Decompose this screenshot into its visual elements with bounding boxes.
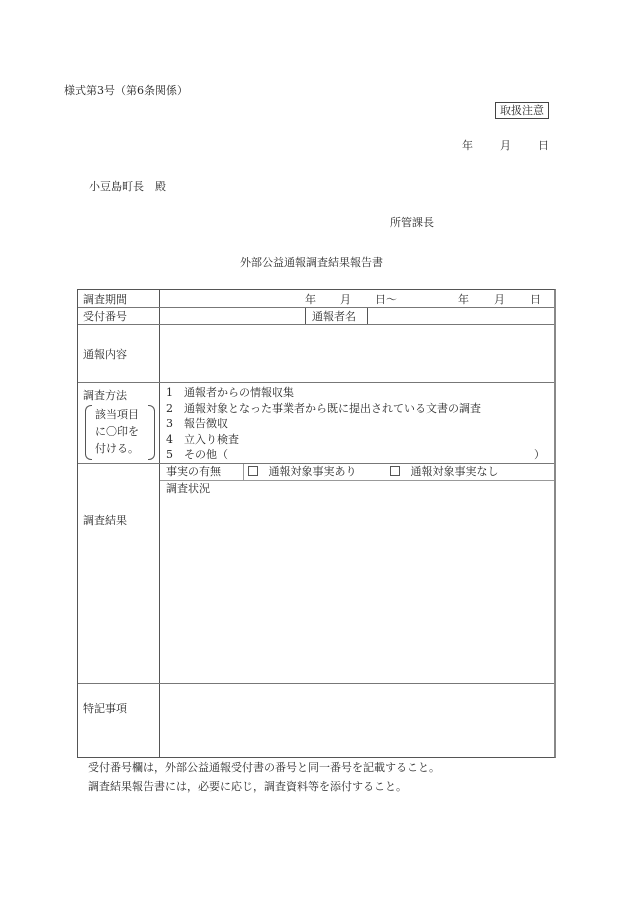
method-item[interactable] — [166, 432, 554, 448]
document-title: 外部公益通報調査結果報告書 — [240, 256, 383, 269]
checkbox-icon[interactable] — [248, 466, 258, 476]
method-item[interactable] — [166, 416, 554, 432]
row-remarks — [78, 684, 554, 757]
remarks-field[interactable] — [160, 684, 554, 757]
method-text: 通報対象となった事業者から既に提出されている文書の調査 — [184, 401, 481, 415]
result-label: 調査結果 — [78, 464, 160, 683]
method-item[interactable] — [166, 401, 554, 417]
period-from-month: 月 — [340, 292, 351, 306]
method-num: 5 — [166, 448, 173, 461]
reception-number-field[interactable] — [160, 308, 305, 324]
period-label: 調査期間 — [78, 290, 160, 307]
status-field[interactable] — [160, 496, 554, 683]
option-no[interactable] — [390, 464, 499, 479]
method-num: 1 — [166, 386, 173, 399]
note-2: 調査結果報告書には，必要に応じ，調査資料等を添付すること。 — [88, 780, 407, 793]
option-no-label: 通報対象事実なし — [410, 465, 499, 478]
period-to-day: 日 — [530, 292, 541, 306]
report-table — [77, 289, 556, 758]
row-period — [78, 290, 554, 308]
method-text: その他（ — [184, 448, 228, 461]
content-field[interactable] — [160, 325, 554, 382]
method-item[interactable] — [166, 447, 554, 463]
checkbox-icon[interactable] — [390, 466, 400, 476]
form-number: 様式第3号（第6条関係） — [64, 84, 188, 97]
option-yes-label: 通報対象事実あり — [268, 465, 357, 478]
method-num: 2 — [166, 401, 173, 415]
result-cell — [160, 464, 554, 683]
period-from-year: 年 — [305, 292, 316, 306]
addressee: 小豆島町長 殿 — [89, 180, 166, 193]
period-to-month: 月 — [494, 292, 505, 306]
row-result — [78, 464, 554, 684]
method-text: 報告徴収 — [184, 417, 228, 430]
method-label: 調査方法 — [83, 389, 127, 402]
instruction-line: 付ける。 — [95, 442, 139, 455]
date-day: 日 — [538, 139, 549, 152]
option-yes[interactable] — [248, 464, 357, 479]
method-text: 通報者からの情報収集 — [184, 386, 294, 399]
report-date — [462, 139, 549, 153]
remarks-label: 特記事項 — [78, 684, 160, 757]
reporter-name-label: 通報者名 — [305, 308, 368, 324]
row-content — [78, 325, 554, 383]
status-label: 調査状況 — [166, 482, 210, 495]
note-1: 受付番号欄は，外部公益通報受付書の番号と同一番号を記載すること。 — [88, 761, 440, 774]
row-method — [78, 383, 554, 464]
date-year: 年 — [462, 139, 473, 152]
content-label: 通報内容 — [78, 325, 160, 382]
method-label-cell — [78, 383, 160, 463]
method-item[interactable] — [166, 385, 554, 401]
instruction-bracket — [85, 405, 155, 460]
date-month: 月 — [500, 139, 511, 152]
reception-cells — [160, 308, 554, 324]
method-num: 4 — [166, 432, 173, 446]
handling-stamp: 取扱注意 — [495, 102, 549, 119]
instruction-line: 該当項目 — [95, 408, 139, 421]
method-num: 3 — [166, 417, 173, 430]
period-field[interactable] — [160, 290, 554, 307]
method-text: 立入り検査 — [184, 432, 239, 446]
period-to-year: 年 — [458, 292, 469, 306]
sender: 所管課長 — [390, 216, 434, 229]
row-reception — [78, 308, 554, 325]
period-from-day: 日～ — [375, 292, 397, 306]
method-close-paren: ） — [534, 448, 545, 461]
fact-row — [160, 464, 554, 481]
method-list — [160, 383, 554, 463]
fact-label: 事実の有無 — [160, 464, 244, 480]
reporter-name-field[interactable] — [368, 308, 554, 324]
reception-label: 受付番号 — [78, 308, 160, 324]
instruction-line: に〇印を — [95, 425, 139, 438]
